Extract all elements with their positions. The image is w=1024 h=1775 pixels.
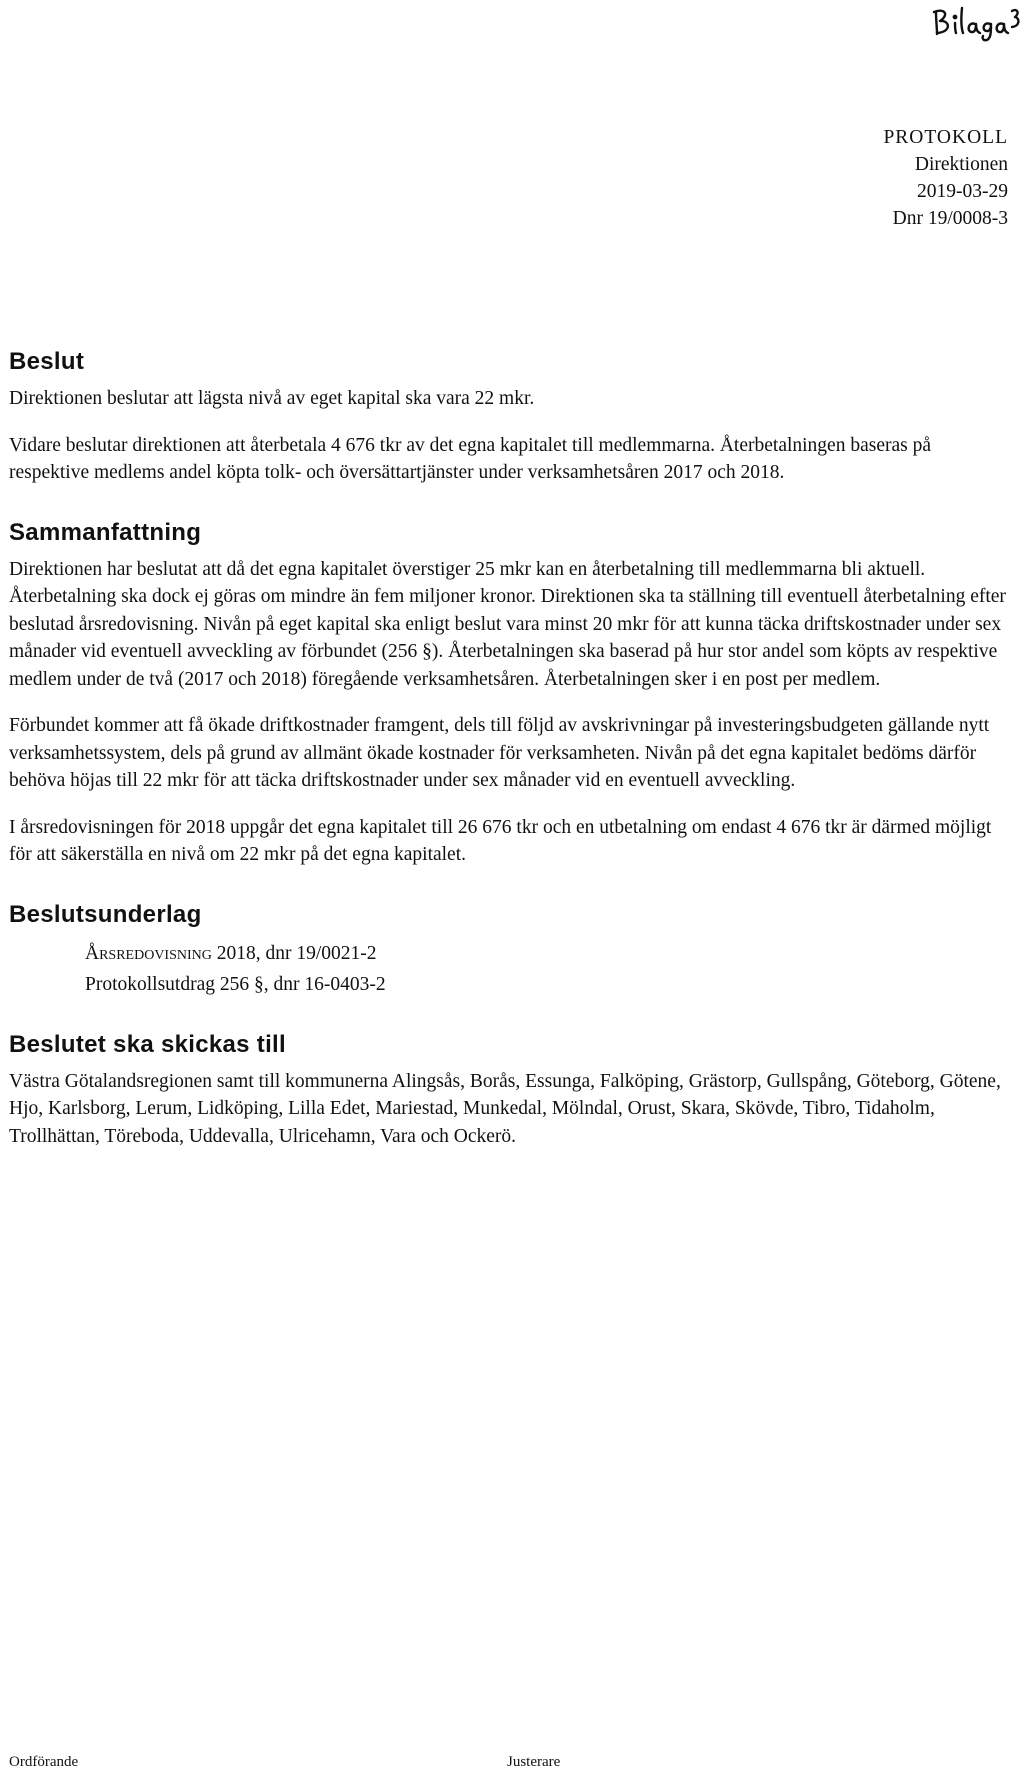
skickas-section [9,1030,1009,1151]
beslut-paragraph: Direktionen beslutar att lägsta nivå av eget kapital ska vara 22 mkr. [9,388,535,409]
reference-number: Dnr 19/0008-3 [892,208,1008,229]
sammanfattning-paragraph: I årsredovisningen för 2018 uppgår det egna kapitalet till 26 676 tkr och en utbetalning om endast 4 676 tkr är därmed möjligt för att säkerställa en nivå om 22 mkr på det egna kapitalet. [9,816,992,865]
beslut-paragraph: Vidare beslutar direktionen att återbetala 4 676 tkr av det egna kapitalet till medlemmarna. Återbetalningen baseras på respektive medlems andel köpta tolk- och översättartjänster under verksamhetsåren 2017 och 2018. [9,434,932,483]
document-body [9,347,1009,1150]
skickas-heading: Beslutet ska skickas till [9,1030,286,1058]
chair-signature-label: Ordförande [9,1754,79,1770]
beslutsunderlag-list [85,938,1009,1000]
document-details: 2018, dnr 19/0021-2 [211,942,377,964]
document-name: Årsredovisning [85,942,212,964]
issuing-body: Direktionen [914,154,1008,175]
beslutsunderlag-heading: Beslutsunderlag [9,900,202,928]
document-date: 2019-03-29 [917,181,1008,202]
beslutsunderlag-section [9,900,1009,1000]
list-item [85,969,1009,1000]
handwritten-annotation [928,2,1020,42]
sammanfattning-paragraph: Förbundet kommer att få ökade driftkostnader framgent, dels till följd av avskrivningar på investeringsbudgeten gällande nytt verksamhetssystem, dels på grund av allmänt ökade kostnader för verksamheten. Nivån på det egna kapitalet bedöms därför behöva höjas till 22 mkr för att täcka driftskostnader under sex månader vid en eventuell avveckling. [9,715,990,791]
list-item [85,938,1009,969]
recipients-paragraph: Västra Götalandsregionen samt till kommunerna Alingsås, Borås, Essunga, Falköping, Grästorp, Gullspång, Göteborg, Götene, Hjo, Karlsborg, Lerum, Lidköping, Lilla Edet, Mariestad, Munkedal, Mölndal, Orust, Skara, Skövde, Tibro, Tidaholm, Trollhättan, Töreboda, Uddevalla, Ulricehamn, Vara och Ockerö. [9,1070,1001,1147]
adjuster-signature-label: Justerare [507,1754,561,1770]
sammanfattning-paragraph: Direktionen har beslutat att då det egna kapitalet överstiger 25 mkr kan en återbetalning till medlemmarna bli aktuell. Återbetalning ska dock ej göras om mindre än fem miljoner kronor. Direktionen ska ta ställning till eventuell återbetalning efter beslutad årsredovisning. Nivån på eget kapital ska enligt beslut vara minst 20 mkr för att kunna täcka driftskostnader under sex månader vid eventuell avveckling av förbundet (256 §). Återbetalningen ska baserad på hur stor andel som köpts av respektive medlem under de två (2017 och 2018) föregående verksamhetsåren. Återbetalningen sker i en post per medlem. [9,558,1006,690]
beslut-section [9,347,1009,487]
sammanfattning-section [9,518,1009,869]
beslut-heading: Beslut [9,348,85,375]
document-type: PROTOKOLL [883,127,1008,148]
document-details: Protokollsutdrag 256 §, dnr 16-0403-2 [85,973,386,995]
document-header [883,124,1008,232]
sammanfattning-heading: Sammanfattning [9,518,202,546]
